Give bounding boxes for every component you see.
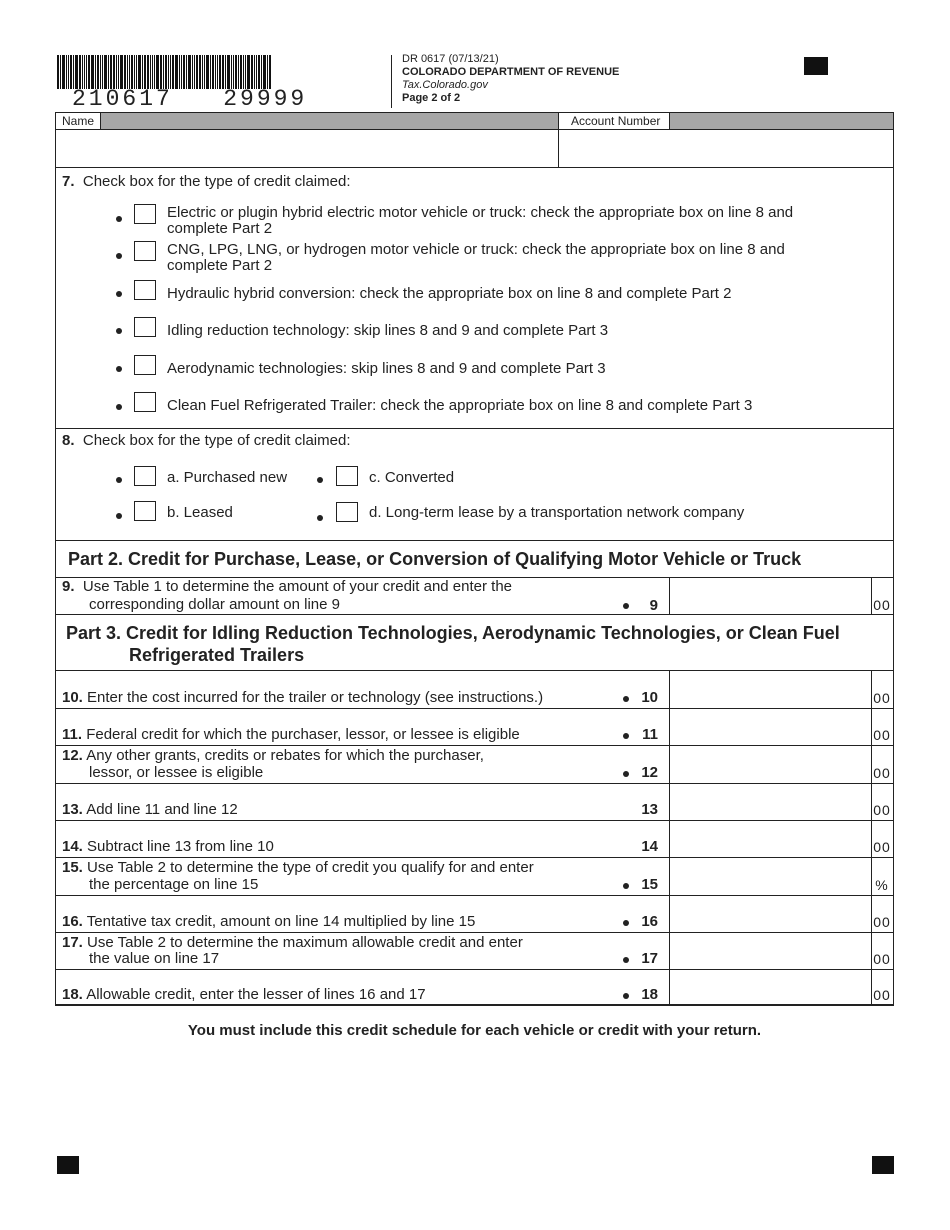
q7-aerodynamic-checkbox[interactable] xyxy=(134,355,156,375)
amount-divider xyxy=(669,932,670,969)
barcode-bar xyxy=(240,55,242,89)
barcode-bar xyxy=(60,55,61,89)
part3-line-number-top: 17. xyxy=(62,934,83,951)
barcode-bar xyxy=(118,55,119,89)
rule xyxy=(55,167,894,168)
rule xyxy=(55,932,894,933)
bullet xyxy=(116,328,122,334)
line9-amount-field[interactable] xyxy=(671,580,869,613)
part3-line-text2: the percentage on line 15 xyxy=(89,876,259,893)
part3-amount-field[interactable] xyxy=(671,822,869,855)
barcode-bar xyxy=(247,55,250,89)
part3-line-label: 11 xyxy=(642,726,658,743)
line9-text-line1: Use Table 1 to determine the amount of your credit and enter the xyxy=(82,578,513,595)
q8-long-term-lease-checkbox[interactable] xyxy=(336,502,358,522)
bullet xyxy=(623,883,629,889)
barcode-bar xyxy=(88,55,90,89)
barcode-bar xyxy=(86,55,87,89)
bullet xyxy=(116,477,122,483)
rule xyxy=(55,129,894,130)
name-account-divider xyxy=(558,113,559,168)
barcode-bar xyxy=(147,55,149,89)
part3-line-number-top: 12. xyxy=(62,747,83,764)
q7-idling-checkbox[interactable] xyxy=(134,317,156,337)
barcode-bar xyxy=(192,55,193,89)
barcode-bar xyxy=(100,55,101,89)
part3-line-label: 12 xyxy=(641,764,658,781)
part3-line-number-top: 15. xyxy=(62,859,83,876)
part2-title: Part 2. Credit for Purchase, Lease, or Conversion of Qualifying Motor Vehicle or Truck xyxy=(68,549,802,569)
barcode-bar xyxy=(235,55,237,89)
barcode-bar xyxy=(261,55,262,89)
barcode-bar xyxy=(256,55,257,89)
barcode-bar xyxy=(144,55,146,89)
name-label-bar xyxy=(101,113,559,129)
barcode-bar xyxy=(238,55,239,89)
barcode-bar xyxy=(219,55,221,89)
bullet xyxy=(623,993,629,999)
registration-mark-bottom-left xyxy=(57,1156,79,1174)
form-id: DR 0617 (07/13/21) xyxy=(402,53,499,65)
q7-option-electric xyxy=(167,205,793,237)
barcode-bar xyxy=(131,55,133,89)
part3-line-number: 18. xyxy=(62,986,83,1003)
part3-line-text2 xyxy=(62,726,520,743)
q7-hydraulic-checkbox[interactable] xyxy=(134,280,156,300)
part3-line-text xyxy=(62,859,534,877)
part3-line-label: 16 xyxy=(641,913,658,930)
barcode-bar xyxy=(269,55,271,89)
amount-divider xyxy=(669,783,670,820)
line9-cents: 00 xyxy=(873,597,891,613)
barcode-bar xyxy=(243,55,244,89)
barcode-bar xyxy=(263,55,266,89)
line9-amount-divider xyxy=(669,577,670,615)
barcode-bar xyxy=(181,55,182,89)
barcode-bar xyxy=(134,55,135,89)
barcode-bar xyxy=(75,55,78,89)
bullet xyxy=(116,253,122,259)
line9-text-line2: corresponding dollar amount on line 9 xyxy=(89,596,340,613)
barcode-bar xyxy=(113,55,115,89)
barcode-bar xyxy=(154,55,155,89)
q7-clean-fuel-checkbox[interactable] xyxy=(134,392,156,412)
amount-divider xyxy=(669,670,670,708)
q8-number: 8. xyxy=(62,432,75,449)
part3-suffix: % xyxy=(875,877,889,893)
line9-number: 9. xyxy=(62,578,75,595)
barcode-bar xyxy=(215,55,216,89)
amount-divider xyxy=(669,895,670,932)
barcode-bar xyxy=(188,55,191,89)
barcode-bar xyxy=(102,55,103,89)
q7-option-cng-line2: complete Part 2 xyxy=(167,257,273,274)
part3-suffix: 00 xyxy=(873,914,891,930)
account-number-field[interactable] xyxy=(561,131,891,166)
footer-note: You must include this credit schedule for each vehicle or credit with your return. xyxy=(187,1022,762,1039)
rule xyxy=(55,895,894,896)
amount-divider xyxy=(669,820,670,857)
barcode-bar xyxy=(66,55,67,89)
barcode-bar xyxy=(57,55,59,89)
website: Tax.Colorado.gov xyxy=(402,79,488,91)
part3-line-text2-inline: Add line 11 and line 12 xyxy=(86,801,238,818)
part3-line-text2-inline: Tentative tax credit, amount on line 14 multiplied by line 15 xyxy=(86,913,476,930)
barcode-bar xyxy=(175,55,178,89)
q7-text: Check box for the type of credit claimed: xyxy=(82,173,351,190)
rule xyxy=(55,745,894,746)
barcode-bar xyxy=(206,55,209,89)
part3-line-number: 14. xyxy=(62,838,83,855)
q7-option-hydraulic: Hydraulic hybrid conversion: check the appropriate box on line 8 and complete Part 2 xyxy=(167,285,732,302)
rule xyxy=(55,614,894,615)
bullet xyxy=(623,957,629,963)
barcode-bar xyxy=(129,55,130,89)
bullet xyxy=(317,477,323,483)
barcode-bar xyxy=(186,55,187,89)
account-label-divider xyxy=(669,113,670,129)
bullet xyxy=(623,696,629,702)
registration-mark-top xyxy=(804,57,828,75)
rule xyxy=(55,708,894,709)
barcode-bar xyxy=(95,55,96,89)
part3-suffix: 00 xyxy=(873,839,891,855)
barcode-bar xyxy=(254,55,255,89)
barcode-bar xyxy=(217,55,218,89)
barcode-bar xyxy=(142,55,143,89)
q7-prompt xyxy=(62,173,351,190)
barcode-bar xyxy=(179,55,180,89)
barcode-bar xyxy=(104,55,107,89)
q7-number: 7. xyxy=(62,173,75,190)
bullet xyxy=(116,291,122,297)
barcode-bar xyxy=(183,55,185,89)
barcode xyxy=(57,55,309,89)
q7-option-electric-line1: Electric or plugin hybrid electric motor vehicle or truck: check the appropriate box on line 8 and xyxy=(167,204,794,221)
barcode-bar xyxy=(204,55,205,89)
barcode-bar xyxy=(152,55,153,89)
bullet xyxy=(623,733,629,739)
part3-line-text1: Use Table 2 to determine the type of credit you qualify for and enter xyxy=(87,859,534,876)
account-label-bar xyxy=(670,113,893,129)
barcode-bar xyxy=(172,55,174,89)
q7-option-aerodynamic: Aerodynamic technologies: skip lines 8 and 9 and complete Part 3 xyxy=(167,360,606,377)
barcode-number: 210617 29999 xyxy=(72,86,308,112)
part3-line-text2 xyxy=(62,913,475,930)
barcode-bar xyxy=(210,55,211,89)
part3-amount-field[interactable] xyxy=(671,785,869,818)
part3-suffix: 00 xyxy=(873,690,891,706)
part3-title-line1: Part 3. Credit for Idling Reduction Technologies, Aerodynamic Technologies, or Clean Fuel xyxy=(66,623,840,643)
part3-line-text1: Use Table 2 to determine the maximum allowable credit and enter xyxy=(87,934,523,951)
q7-option-electric-line2: complete Part 2 xyxy=(167,220,273,237)
part3-amount-field[interactable] xyxy=(671,897,869,930)
barcode-bar xyxy=(91,55,94,89)
part3-amount-field[interactable] xyxy=(671,934,869,967)
part3-line-number: 13. xyxy=(62,801,83,818)
barcode-bar xyxy=(168,55,169,89)
barcode-bar xyxy=(163,55,164,89)
line9-text xyxy=(62,578,512,614)
bullet xyxy=(116,404,122,410)
q8-option-converted: c. Converted xyxy=(369,469,455,486)
line9-label: 9 xyxy=(649,597,658,614)
barcode-bar xyxy=(231,55,232,89)
barcode-bar xyxy=(120,55,123,89)
barcode-bar xyxy=(136,55,137,89)
part3-line-label: 18 xyxy=(641,986,658,1003)
q8-text: Check box for the type of credit claimed: xyxy=(82,432,351,449)
registration-mark-bottom-right xyxy=(872,1156,894,1174)
bullet xyxy=(116,366,122,372)
part3-line-text2-inline: Subtract line 13 from line 10 xyxy=(87,838,274,855)
barcode-bar xyxy=(245,55,246,89)
part3-line-text2-inline: Allowable credit, enter the lesser of lines 16 and 17 xyxy=(86,986,426,1003)
q8-converted-checkbox[interactable] xyxy=(336,466,358,486)
amount-divider xyxy=(669,969,670,1005)
barcode-bar xyxy=(68,55,69,89)
header-divider xyxy=(391,55,392,108)
barcode-bar xyxy=(194,55,195,89)
barcode-bar xyxy=(84,55,85,89)
barcode-bar xyxy=(225,55,226,89)
barcode-bar xyxy=(138,55,141,89)
q8-option-leased: b. Leased xyxy=(167,504,233,521)
part3-suffix: 00 xyxy=(873,802,891,818)
rule xyxy=(55,969,894,970)
barcode-bar xyxy=(233,55,234,89)
barcode-bar xyxy=(156,55,159,89)
bullet xyxy=(317,515,323,521)
bullet xyxy=(623,771,629,777)
part3-title-line2: Refrigerated Trailers xyxy=(129,645,305,665)
part3-suffix: 00 xyxy=(873,727,891,743)
q7-option-idling: Idling reduction technology: skip lines 8 and 9 and complete Part 3 xyxy=(167,322,609,339)
part3-line-text xyxy=(62,747,484,765)
barcode-bar xyxy=(108,55,109,89)
q7-option-cng-line1: CNG, LPG, LNG, or hydrogen motor vehicle or truck: check the appropriate box on line 8 and xyxy=(167,241,785,258)
part3-line-text2 xyxy=(62,801,238,818)
barcode-bar xyxy=(97,55,99,89)
form-header xyxy=(402,53,619,105)
page-number: Page 2 of 2 xyxy=(402,92,461,104)
part3-line-text2 xyxy=(62,689,543,706)
part3-line-text2: lessor, or lessee is eligible xyxy=(89,764,264,781)
rule xyxy=(55,857,894,858)
part3-line-text2-inline: Federal credit for which the purchaser, lessor, or lessee is eligible xyxy=(86,726,520,743)
part3-amount-field[interactable] xyxy=(671,672,869,706)
q8-purchased-new-checkbox[interactable] xyxy=(134,466,156,486)
part3-line-number: 10. xyxy=(62,689,83,706)
barcode-bar xyxy=(62,55,65,89)
part3-title xyxy=(66,622,840,666)
barcode-bar xyxy=(267,55,268,89)
department-name: COLORADO DEPARTMENT OF REVENUE xyxy=(402,66,620,78)
barcode-bar xyxy=(116,55,117,89)
barcode-bar xyxy=(222,55,224,89)
barcode-bar xyxy=(124,55,126,89)
barcode-bar xyxy=(165,55,167,89)
barcode-bar xyxy=(73,55,74,89)
barcode-bar xyxy=(110,55,112,89)
barcode-bar xyxy=(160,55,162,89)
rule xyxy=(55,670,894,671)
part3-line-text2: the value on line 17 xyxy=(89,950,220,967)
part3-suffix: 00 xyxy=(873,765,891,781)
barcode-bar xyxy=(227,55,230,89)
account-number-label: Account Number xyxy=(571,114,661,128)
part3-line-text2-inline: Enter the cost incurred for the trailer or technology (see instructions.) xyxy=(87,689,544,706)
amount-divider xyxy=(669,745,670,783)
part3-line-label: 14 xyxy=(641,838,658,855)
rule xyxy=(55,783,894,784)
part3-line-number: 11. xyxy=(62,726,83,743)
amount-divider xyxy=(669,857,670,895)
amount-divider xyxy=(669,708,670,745)
q7-option-clean-fuel: Clean Fuel Refrigerated Trailer: check the appropriate box on line 8 and complete Part 3 xyxy=(167,397,753,414)
part3-line-text2 xyxy=(62,986,426,1003)
part3-line-label: 15 xyxy=(641,876,658,893)
rule xyxy=(55,540,894,541)
barcode-bar xyxy=(212,55,214,89)
barcode-bar xyxy=(150,55,151,89)
bullet xyxy=(116,513,122,519)
barcode-bar xyxy=(70,55,72,89)
barcode-bar xyxy=(258,55,260,89)
barcode-bar xyxy=(127,55,128,89)
rule xyxy=(55,1005,894,1006)
part3-line-label: 10 xyxy=(641,689,658,706)
barcode-bar xyxy=(79,55,81,89)
q7-option-cng xyxy=(167,242,785,274)
part3-amount-field[interactable] xyxy=(671,971,869,1003)
q8-option-purchased-new: a. Purchased new xyxy=(167,469,288,486)
part3-line-text1: Any other grants, credits or rebates for which the purchaser, xyxy=(86,747,484,764)
name-field[interactable] xyxy=(58,131,555,166)
barcode-bar xyxy=(82,55,83,89)
barcode-bar xyxy=(170,55,171,89)
part3-suffix: 00 xyxy=(873,987,891,1003)
bullet xyxy=(623,920,629,926)
barcode-bar xyxy=(196,55,198,89)
q7-electric-checkbox[interactable] xyxy=(134,204,156,224)
name-label-divider xyxy=(100,113,101,129)
bullet xyxy=(116,216,122,222)
part3-line-number: 16. xyxy=(62,913,83,930)
part3-amount-field[interactable] xyxy=(671,710,869,743)
part3-line-label: 17 xyxy=(641,950,658,967)
barcode-bar xyxy=(202,55,203,89)
rule xyxy=(55,820,894,821)
part3-amount-field[interactable] xyxy=(671,859,869,893)
part3-line-text2 xyxy=(62,838,274,855)
part3-amount-field[interactable] xyxy=(671,747,869,781)
q8-prompt xyxy=(62,432,351,449)
part3-line-label: 13 xyxy=(641,801,658,818)
name-label: Name xyxy=(62,114,95,128)
barcode-bar xyxy=(251,55,253,89)
q8-option-long-term-lease: d. Long-term lease by a transportation network company xyxy=(369,504,745,521)
q7-cng-checkbox[interactable] xyxy=(134,241,156,261)
rule xyxy=(55,428,894,429)
q8-leased-checkbox[interactable] xyxy=(134,501,156,521)
barcode-bar xyxy=(199,55,201,89)
part3-suffix: 00 xyxy=(873,951,891,967)
